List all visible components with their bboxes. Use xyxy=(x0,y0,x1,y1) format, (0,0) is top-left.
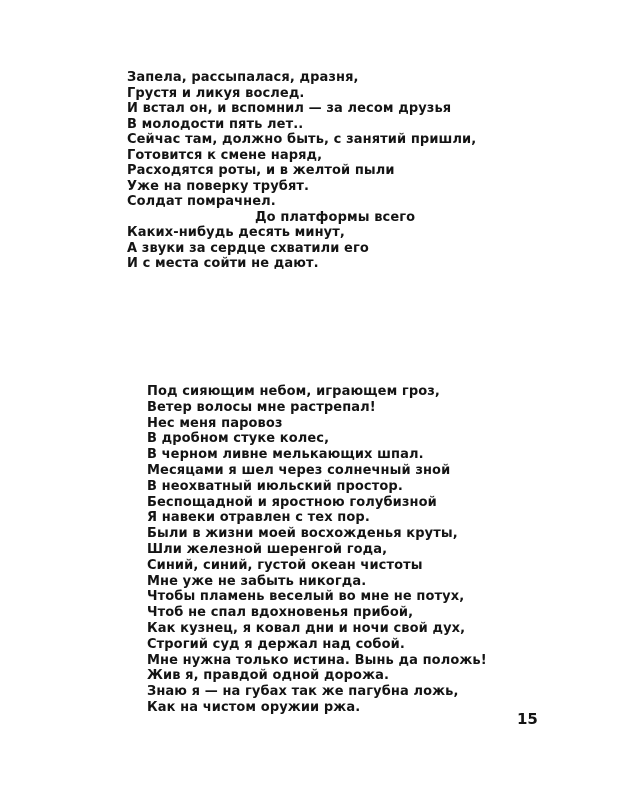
poem-line: В молодости пять лет.. xyxy=(127,116,304,132)
poem-line: В дробном стуке колес, xyxy=(147,431,330,447)
poem-line: Месяцами я шел через солнечный зной xyxy=(147,462,451,478)
page-number: 15 xyxy=(517,710,538,728)
poem-line: Сейчас там, должно быть, с занятий пришли, xyxy=(127,132,477,147)
poem-line: Жив я, правдой одной дорожа. xyxy=(147,668,390,684)
poem-line: Грустя и ликуя вослед. xyxy=(127,85,305,101)
poem-line: И встал он, и вспомнил — за лесом друзья xyxy=(127,101,452,116)
poem-stanza-1 xyxy=(127,70,476,272)
poem-line: Уже на поверку трубят. xyxy=(127,178,310,194)
poem-line: Я навеки отравлен с тех пор. xyxy=(147,510,370,526)
poem-line-indented: До платформы всего xyxy=(255,209,416,225)
poem-line: Мне уже не забыть никогда. xyxy=(147,573,367,589)
poem-line: Каких-нибудь десять минут, xyxy=(127,225,345,240)
poem-line: Строгий суд я держал над собой. xyxy=(147,636,405,652)
poem-line: Готовится к смене наряд, xyxy=(127,147,323,163)
poem-line: Как на чистом оружии ржа. xyxy=(147,699,361,715)
poem-line: Шли железной шеренгой года, xyxy=(147,541,388,557)
poem-line: Солдат помрачнел. xyxy=(127,194,276,209)
poem-line: Под сияющим небом, играющем гроз, xyxy=(147,384,440,399)
poem-line: Были в жизни моей восхожденья круты, xyxy=(147,526,458,542)
poem-line: Расходятся роты, и в желтой пыли xyxy=(127,163,395,178)
poem-line: Чтобы пламень веселый во мне не потух, xyxy=(147,589,465,605)
poem-line: В неохватный июльский простор. xyxy=(147,478,403,494)
poem-line: А звуки за сердце схватили его xyxy=(127,240,369,256)
poem-line: Мне нужна только истина. Вынь да положь! xyxy=(147,652,487,668)
poem-line: Знаю я — на губах так же пагубна ложь, xyxy=(147,684,459,700)
poem-line: Синий, синий, густой океан чистоты xyxy=(147,557,423,573)
poem-line: Запела, рассыпалася, дразня, xyxy=(127,70,359,85)
poem-line: В черном ливне мелькающих шпал. xyxy=(147,447,424,463)
poem-line: Беспощадной и яростною голубизной xyxy=(147,494,437,510)
poem-line: Чтоб не спал вдохновенья прибой, xyxy=(147,605,414,621)
poem-line: Ветер волосы мне растрепал! xyxy=(147,399,376,415)
poem-line: Как кузнец, я ковал дни и ночи свой дух, xyxy=(147,620,466,636)
poem-stanza-2 xyxy=(147,384,487,716)
poem-line: Нес меня паровоз xyxy=(147,415,283,431)
poem-line: И с места сойти не дают. xyxy=(127,256,319,271)
